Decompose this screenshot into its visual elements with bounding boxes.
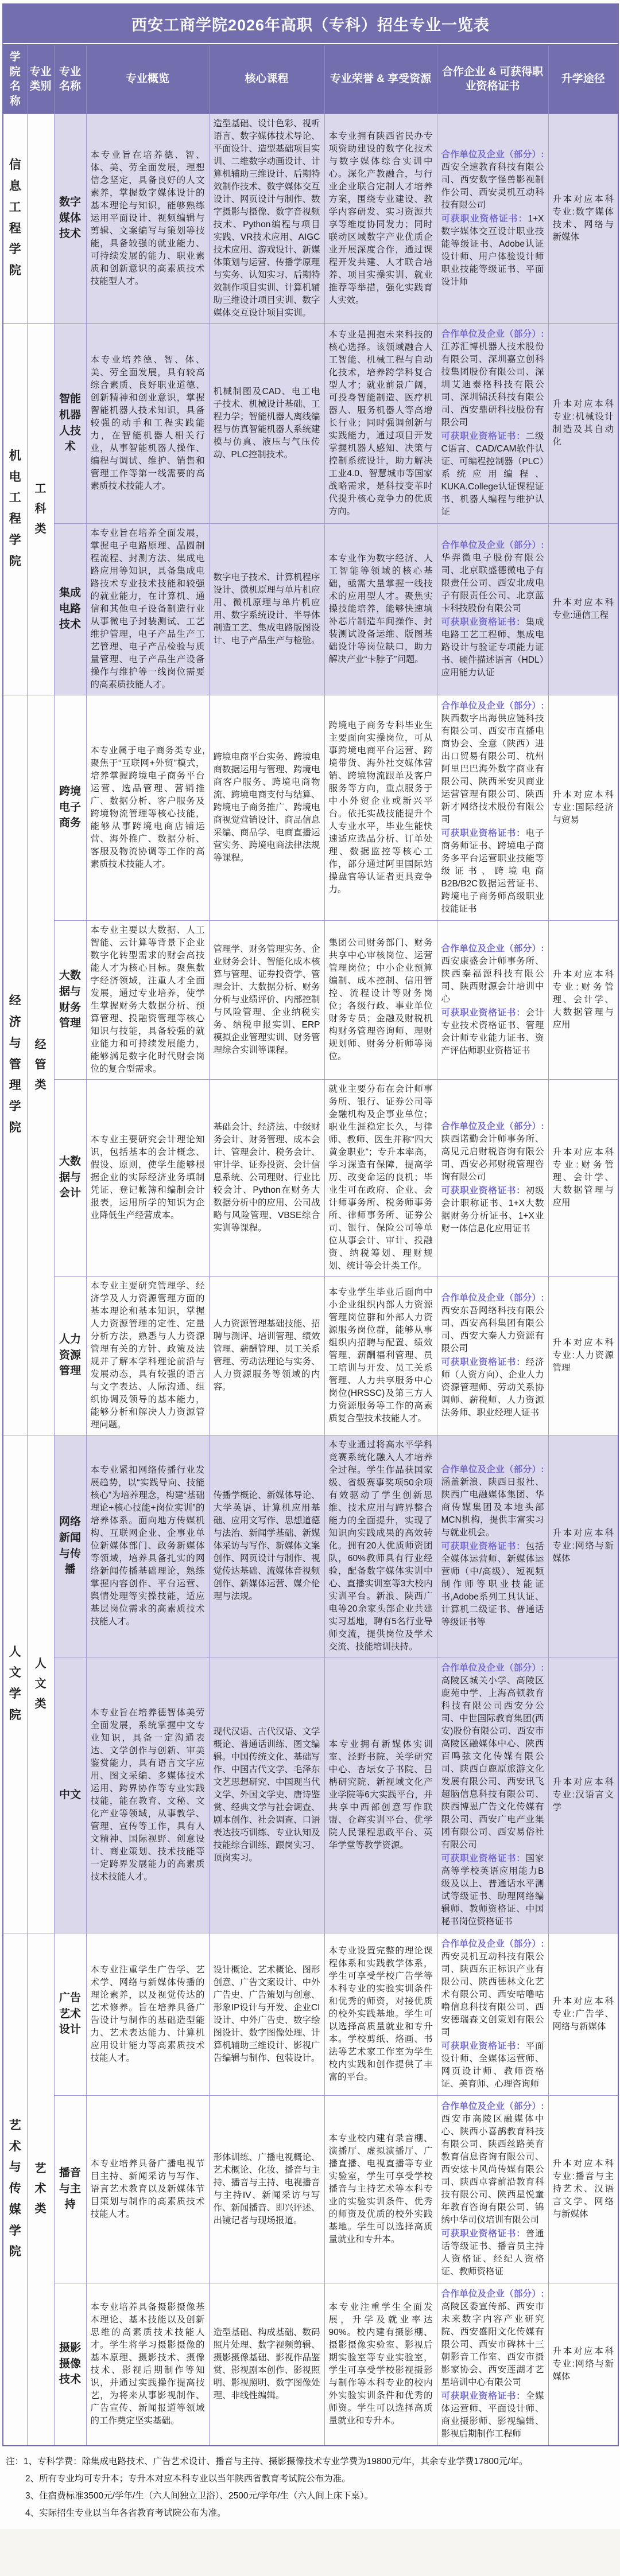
major-category: [27, 1435, 54, 1933]
courses-cell: 基础会计、经济法、中级财务会计、财务管理、成本会计、管理会计、税务会计、审计学、证券投资、会计信息系统、公司理财、行业比较会计、Python在财务大数据分析中的应用、公司战略与风险管理、VBSE综合实训等课程。: [209, 1079, 324, 1276]
path-cell: [548, 523, 618, 695]
certs-text: 包括全媒体运营师、新媒体运营师（中/高级）、短视频制作师等职业技能证书,Adobe系列工具认证、计算机二级证书、普通话等级证书等: [441, 1541, 544, 1627]
path-text: 国际经济与贸易: [552, 802, 614, 825]
college-name-text: 人文学院: [9, 1645, 21, 1722]
major-row: [3, 114, 618, 323]
major-category: [27, 323, 54, 695]
major-name: 中文: [54, 1657, 86, 1933]
partners-section: [441, 539, 544, 615]
note-line: 注：1、专科学费：除集成电路技术、广告艺术设计、播音与主持、摄影摄像技术专业学费为19800元/年，其余专业学费17800元/年。: [6, 2456, 528, 2466]
certs-text: 二级C语言、CAD/CAM软件认证、可编程控制器（PLC）系统应用编程、KUKA.College认证课程证书、机器人编程与维护认证: [441, 431, 544, 517]
partners-label: 合作单位及企业（部分）:: [441, 1121, 544, 1131]
path-prefix: 升本对应本科专业:: [552, 789, 614, 812]
overview-cell: 本专业注重学生广告学、艺术学、网络与新媒体传播的理论素养，以及视觉传达的艺术修养。旨在培养具备广告设计与制作的基础造型能力、艺术表达能力、计算机应用设计能力等高素质技术技能人才。: [86, 1933, 209, 2095]
major-name: 人力资源管理: [54, 1276, 86, 1435]
path-prefix: 升本对应本科专业:: [552, 1777, 614, 1800]
honors-cell: 本专业校内建有录音棚、演播厅、虚拟演播厅、广播直播、电视直播等专业实验室，学生可享受学校播音与主持艺术等本科专业的实验实训条件、优秀的师资及优质的校外实践基地。学生可以选择高质量就业和专升本。: [324, 2095, 437, 2283]
honors-cell: 本专业拥有陕西省民办专项资助建设的数字化技术与数字媒体综合实训中心。深化产教融合，与行业企业联合定制人才培养方案，围绕专业建设、教学内容研发、实习资源共享等维度协同发力；同时联动区域数字产业优质企业开展深度合作，通过课程开发共建、人才联合培养、项目实操实训、就业推荐等举措，强化实践育人实效。: [324, 114, 437, 323]
major-name: 大数据与会计: [54, 1079, 86, 1276]
cooperation-cell: [437, 920, 548, 1079]
certs-text: 国家高等学校英语应用能力B级及以上、普通话水平测试等级证书、助理网络编辑师、教师资格证、中国秘书岗位资格证书: [441, 1853, 544, 1927]
certs-text: 电子商务师证书、跨境电子商务多平台运营职业技能等级证书、跨境电商B2B/B2C数据运营证书、跨境电子商务师高级职业技能证书: [441, 828, 544, 914]
overview-cell: 本专业旨在培养德智体美劳全面发展，系统掌握中文专业知识，具备一定沟通表达、文学创作与创新、审美鉴赏能力，具有语言文字应用、图文采编、多媒体技术运用、跨界协作等专业实践技能，能在教育、文秘、文化产业等领域，从事教学、管理、宣传等工作，具有人文精神、国际视野、创意设计、商业策划、技术技能等一定跨界发展能力的高素质技术技能人才。: [86, 1657, 209, 1933]
college-name: [3, 695, 27, 1435]
major-name: 网络新闻与传播: [54, 1435, 86, 1657]
honors-cell: 本专业作为数字经济、人工智能等领域的核心基础，亟需大量掌握一线技术的应用型人才。聚焦实操技能培养，能够快速填补芯片制造车间操作、封装测试设备运维、版图基础设计等岗位缺口，助力解决产业“卡脖子”问题。: [324, 523, 437, 695]
cooperation-cell: [437, 1435, 548, 1657]
overview-cell: 本专业培养德、智、体、美、劳全面发展，具有较高综合素质、良好职业道德、创新精神和创业意识，掌握智能机器人技术知识，具备较强的动手和工程实践能力，在智能机器人相关行业，从事智能机器人操作、编程与调试、维护、销售和管理工作等第一线需要的高素质技术技能人才。: [86, 323, 209, 523]
courses-cell: 数字电子技术、计算机程序设计、微机原理与单片机应用、微机原理与单片机应用、数字系统设计、半导体制造工艺、集成电路版图设计、电子产品生产与检验。: [209, 523, 324, 695]
courses-cell: 传播学概论、新媒体导论、大学英语、计算机应用基础、应用文写作、思想道德与法治、新闻学基础、新媒体采访与写作、新媒体文案创作、网页设计与制作、视觉传达基础、流媒体音视频创作、新媒体运营、媒介伦理与法规。: [209, 1435, 324, 1657]
path-cell: [548, 1657, 618, 1933]
major-name: 数字媒体技术: [54, 114, 86, 323]
cooperation-cell: [437, 1933, 548, 2095]
path-text: 网络与新媒体: [552, 2359, 614, 2382]
partners-text: 华羿微电子股份有限公司、北京联盛德微电子有限责任公司、西安北成电子有限责任公司、北京蓝卡科技股份有限公司: [441, 552, 544, 613]
path-prefix: 升本对应本科专业:: [552, 399, 614, 422]
overview-cell: 本专业旨在培养全面发展，掌握电子电路原理、晶圆制程流程、封测方法、集成电路应用等知识，具备集成电路技术专业技术技能和较强的就业能力，在计算机、通信和其他电子设备制造行业从事微电子封装测试、工艺维护管理，电子产品生产工艺管理、电子产品检验与质量管理、电子产品生产设备操作与维护等一线岗位需要的高素质技能人才。: [86, 523, 209, 695]
certs-section: [441, 1540, 544, 1629]
major-row: [3, 920, 618, 1079]
partners-label: 合作单位及企业（部分）:: [441, 540, 544, 550]
certs-label: 可获职业资格证书：: [441, 2041, 526, 2051]
major-name: 集成电路技术: [54, 523, 86, 695]
major-row: [3, 1933, 618, 2095]
college-name: [3, 114, 27, 323]
column-header: 专业类别: [27, 45, 54, 114]
major-category: [27, 695, 54, 1435]
overview-cell: 本专业旨在培养德、智、体、美、劳全面发展，理想信念坚定，具备良好的人文素养，掌握数字媒体设计的基本理论与知识，能够熟练运用平面设计、视频编辑与剪辑、文案编写与策划等技能，具备较强的就业能力、可持续发展的能力、职业素质和创新意识的高素质技术技能型人才。: [86, 114, 209, 323]
note-line: 4、实际招生专业以当年各省教育考试院公布为准。: [25, 2508, 226, 2519]
major-name: 摄影摄像技术: [54, 2283, 86, 2446]
table-body: [3, 114, 618, 2446]
honors-cell: 本专业通过将高水平学科竞赛系统化融入人才培养全过程。学生作品获国家级、省级赛事奖项50余项有效驱动了学生创新思维、技术应用与跨界整合能力的全面提升，实现了知识向实践成果的高效转化。拥有20人优质师资团队，60%教师具有行业经验，配备数字媒体实训中心、直播实训室等3大校内实训平台。新浪、陕西广电等20余家头部企业共建实习基地，聘有5名行业导师交流，提供岗位及学术交流、技能培训扶持。: [324, 1435, 437, 1657]
notes: [5, 2449, 615, 2524]
certs-section: [441, 2228, 544, 2278]
partners-section: [441, 1120, 544, 1184]
overview-cell: 本专业培养具备广播电视节目主持、新闻采访与写作、语言艺术教育以及新媒体节目策划与制作的高素质技术技能人才。: [86, 2095, 209, 2283]
path-prefix: 升本对应本科专业:: [552, 194, 614, 217]
partners-label: 合作单位及企业（部分）:: [441, 149, 544, 159]
path-text: 人力资源管理: [552, 1350, 614, 1373]
honors-cell: 本专业学生毕业后面向中小企业组织内部人力资源管理岗位群和外部人力资源服务岗位群，能够从事组织内招聘与配置、绩效管理、薪酬福利管理、员工培训与开发、员工关系管理、人力共享服务中心岗位(HRSSC)及第三方人力资源服务等工作的高素质复合型技术技能人才。: [324, 1276, 437, 1435]
note-line: 2、所有专业均可专升本；专升本对应本科专业以当年陕西省教育考试院公布为准。: [25, 2473, 351, 2484]
college-name-text: 艺术与传媒学院: [9, 2118, 21, 2259]
path-cell: [548, 695, 618, 920]
college-name: [3, 1933, 27, 2446]
honors-cell: 集团公司财务部门、财务共享中心审核岗位、运营管理岗位；中小企业预算编制、成本控制、信用管控、流程设计等财务岗位；各级行政、事业单位财务专员；金融及财税机构财务管理咨询师、理财规划师、财务分析师等岗位。: [324, 920, 437, 1079]
certs-label: 可获职业资格证书：: [441, 213, 528, 224]
partners-section: [441, 1938, 544, 2039]
majors-table: [2, 3, 619, 2446]
path-text: 财务管理、会计学、大数据管理与应用: [552, 982, 614, 1030]
cooperation-cell: [437, 2283, 548, 2446]
column-header: 升学途径: [548, 45, 618, 114]
path-text: 网络与新媒体: [552, 1540, 614, 1563]
major-row: [3, 695, 618, 920]
courses-cell: 人力资源管理基础技能、招聘与测评、培训管理、绩效管理、薪酬管理、员工关系管理、劳动法理论与实务、人力资源服务等领域的内容。: [209, 1276, 324, 1435]
path-text: 通信工程: [572, 610, 609, 620]
partners-section: [441, 2288, 544, 2389]
cooperation-cell: [437, 1657, 548, 1933]
certs-section: [441, 2390, 544, 2441]
column-header: 核心课程: [209, 45, 324, 114]
certs-label: 可获职业资格证书：: [441, 1853, 526, 1863]
major-row: [3, 323, 618, 523]
path-cell: [548, 1933, 618, 2095]
column-header: 学院名称: [3, 45, 27, 114]
partners-label: 合作单位及企业（部分）:: [441, 1293, 544, 1303]
certs-label: 可获职业资格证书：: [441, 828, 526, 838]
partners-text: 西安东吾网络科技有限公司、西安高科集团有限公司、西安大秦人力资源有限公司: [441, 1305, 544, 1353]
certs-text: 经济师（人资方向）、企业人力资源管理师、劳动关系协调师、薪税师、人力资源法务师、职业经理人证书: [441, 1357, 544, 1418]
path-text: 财务管理、会计学、大数据管理与应用: [552, 1159, 614, 1208]
partners-section: [441, 700, 544, 826]
honors-cell: 就业主要分布在会计师事务所、银行、证券公司等金融机构及企事业单位；职业生涯稳定长久，与律师、教师、医生并称“四大黄金职业”；专升本率高，学习深造有保障，提高学历、改变命运的良机；毕业生可在政府、企业、会计师事务所、税务师事务所、律师事务所、证券公司、银行、保险公司等单位从事会计、审计、投融资、纳税筹划、理财规划、统计等会计类工作。: [324, 1079, 437, 1276]
path-text: 机械设计制造及其自动化: [552, 411, 614, 447]
column-header: 专业名称: [54, 45, 86, 114]
certs-section: [441, 1853, 544, 1928]
certs-text: 初级会计职称证书、1+X大数据财务分析证书、1+X业财一体信息化应用证书: [441, 1185, 544, 1233]
major-name: 播音与主持: [54, 2095, 86, 2283]
path-cell: [548, 1276, 618, 1435]
certs-label: 可获职业资格证书：: [441, 1541, 526, 1551]
cooperation-cell: [437, 1079, 548, 1276]
partners-section: [441, 328, 544, 429]
overview-cell: 本专业紧扣网络传播行业发展趋势，以“实践导向、技能核心”为培养理念，构建“基础理论+核心技能+岗位实训”的培养体系。面向地方传媒机构、互联网企业、企事业单位新媒体部门、政务新媒体等领域，培养具备扎实的网络新闻传播基础理论，熟练掌握内容创作、平台运营、舆情处理等实操技能，适应基层岗位需求的高素质技术技能人才。: [86, 1435, 209, 1657]
path-text: 广告学、网络与新媒体: [552, 2009, 614, 2032]
path-prefix: 升本对应本科专业:: [552, 2158, 614, 2181]
certs-text: 1+X数字媒体交互设计职业技能等级证书、Adobe认证设计师、用户体验设计师职业技能等级证书、平面设计师: [441, 213, 544, 287]
partners-section: [441, 943, 544, 1006]
certs-label: 可获职业资格证书：: [441, 2228, 526, 2239]
cooperation-cell: [437, 523, 548, 695]
cooperation-cell: [437, 695, 548, 920]
courses-cell: 现代汉语、古代汉语、文学概论、普通话训练、图文编辑。中国传统文化、基础写作、中国古代文学、毛泽东文艺思想研究、中国现当代文学、外国文学史、唐诗鉴赏、经典文学与社会调查、剧本创作、社会调查、口语表达技巧训练、专业认知及技能综合训练、跟岗实习、顶岗实习。: [209, 1657, 324, 1933]
certs-label: 可获职业资格证书：: [441, 2391, 526, 2401]
partners-text: 涵盖新浪、陕西日报社、陕西广电融媒体集团、华商传媒集团及本地头部MCN机构，提供丰富实习与就业机会。: [441, 1477, 544, 1538]
partners-text: 西安市高陵区融媒体中心、陕西小喜鹊教育科技有限公司、陕西丝路美育教育信息咨询有限公司、西安炫卡风尚传媒有限公司、陕西卓睿前沿教育科技有限公司、陕西星悦童年教育咨询有限公司、锦绣中华司仪培训有限公司: [441, 2114, 544, 2225]
certs-text: 普通话等级证书、播音员主持人资格证、经纪人资格证、教师资格证: [441, 2228, 544, 2277]
major-row: [3, 1079, 618, 1276]
certs-section: [441, 2040, 544, 2091]
path-prefix: 升本对应本科专业:: [552, 597, 614, 620]
partners-label: 合作单位及企业（部分）:: [441, 329, 544, 339]
honors-cell: 本专业注重学生全面发展，升学及就业率达90%。校内建有摄影棚、摄影摄像实验室、影视后期实验室等专业实验室，学生可享受学校影视摄影与制作等本科专业的校内外实验实训条件和优秀的师资。学生可以选择高质量就业和专升本。: [324, 2283, 437, 2446]
overview-cell: 本专业主要研究管理学、经济学及人力资源管理方面的基本理论和基本知识，掌握人力资源管理的定性、定量分析方法，熟悉与人力资源管理有关的方针、政策及法规并了解本学科理论前沿与发展动态，具有较强的语言与文字表达、人际沟通、组织协调及领导的基本能力，能够分析和解决人力资源管理问题。: [86, 1276, 209, 1435]
partners-text: 江苏汇博机器人技术股份有限公司、深圳嘉立创科技集团股份有限公司、深圳艾迪泰格科技有限公司、深圳锦沃科技有限公司、西安鼎研科技股份有限公司: [441, 341, 544, 427]
certs-label: 可获职业资格证书：: [441, 1357, 526, 1367]
certs-section: [441, 1185, 544, 1235]
partners-text: 陕西数字出海供应链科技有限公司、西安市直播电商协会、全意（陕西）进出口贸易有限公司、杭州阿里巴巴海外数字商业有限公司、陕西米安贝商业运营管理有限公司、陕西新才网络技术股份有限公司: [441, 713, 544, 824]
path-cell: [548, 1435, 618, 1657]
path-prefix: 升本对应本科专业:: [552, 1528, 614, 1551]
major-category-text: 人文类: [34, 1657, 46, 1710]
overview-cell: 本专业培养具备摄影摄像基本理论、基本技能以及创新思维的高素质技术技能人才。学生将学习摄影摄像的基本原理、摄影技术、摄像技术、影视后期制作等知识，并通过实践操作提高技艺，为将来从事影视制作、广告宣传、新闻报道等领域的工作奠定坚实基础。: [86, 2283, 209, 2446]
college-name-text: 信息工程学院: [9, 158, 21, 278]
column-header: 合作企业 & 可获得职业资格证书: [437, 45, 548, 114]
partners-label: 合作单位及企业（部分）:: [441, 2289, 544, 2299]
certs-text: 平面设计师、全媒体运营师、网页设计师、教师资格证、美育师、心理咨询师: [441, 2041, 544, 2089]
path-cell: [548, 114, 618, 323]
courses-cell: 机械制图及CAD、电工电子技术、机械设计基础、工程力学；智能机器人离线编程与仿真智能机器人系统建模与仿真、液压与气压传动、PLC控制技术。: [209, 323, 324, 523]
path-prefix: 升本对应本科专业:: [552, 2346, 614, 2369]
partners-text: 高陵区城关小学、高陵区鹿苑中学、上海高顿教育科技有限公司西安分公司、中世国际教育集团(西安)股份有限公司、西安市高陵区融媒体中心、陕西百鸣弦文化传媒有限公司、陕西白鹿原旅游文化发展有限公司、西安讯飞超脑信息科技有限公司、陕西博恩广告文化传媒有限公司、西安广电产业集团有限公司、西安易俗社有限公司: [441, 1675, 544, 1850]
honors-cell: 本专业拥有新媒体实训室、泾野书院、关学研究中心、杏坛女子书院、吕柟研究院、新视域文化产业学院等6大实践平台，并共享中西部创意写作联盟、仓辉实训平台、优学院人民课程思政平台、英华学堂等教学资源。: [324, 1657, 437, 1933]
certs-text: 会计专业技术资格证书、管理会计师专业能力证书、资产评估师职业资格证书: [441, 1007, 544, 1056]
cooperation-cell: [437, 114, 548, 323]
major-category-text: 经管类: [34, 1038, 46, 1091]
partners-label: 合作单位及企业（部分）:: [441, 701, 544, 711]
partners-section: [441, 1662, 544, 1851]
certs-section: [441, 213, 544, 289]
partners-label: 合作单位及企业（部分）:: [441, 1464, 544, 1474]
major-name: 广告艺术设计: [54, 1933, 86, 2095]
overview-cell: 本专业主要研究会计理论知识，包括基本的会计概念、假设、原则，使学生能够根据企业的实际经济业务填制凭证、登记帐簿和编制会计报表，运用所学的知识为企业降低生产经营成本。: [86, 1079, 209, 1276]
major-row: [3, 1435, 618, 1657]
certs-text: 全媒体运营师、平面设计师、商业摄影师、影视编辑、影视后期制作工程师: [441, 2391, 544, 2439]
path-prefix: 升本对应本科专业:: [552, 1147, 614, 1170]
path-cell: [548, 2283, 618, 2446]
overview-cell: 本专业属于电子商务类专业,聚焦于“互联网+外贸”模式，培养掌握跨境电子商务平台运营、选品管理、营销推广、数据分析、客户服务及跨境物流管理等核心技能，能够从事跨境电商店铺运营、海外推广、数据分析、客服及物流协调等工作的高素质技术技能人才。: [86, 695, 209, 920]
courses-cell: 造型基础、构成基础、数码照片处理、数字视频剪辑、摄影摄像基础、影视作品鉴赏、影视剧本创作、影视照明、影视照明、数字图像处理、非线性编辑。: [209, 2283, 324, 2446]
partners-text: 西安灵机互动科技有限公司、陕西东正标识产业有限公司、陕西德林文化艺术有限公司、西安咕噜咕噜信息科技有限公司、西安德瑞森文创策划有限公司: [441, 1951, 544, 2037]
partners-text: 西安全速教育科技有限公司、西安数字怪兽影视制作公司、西安灵机互动科技有限公司: [441, 162, 544, 210]
overview-cell: 本专业主要以大数据、人工智能、云计算等背景下企业数字化转型需求的财会高技能人才为核心目标。聚焦数字经济领域，注重人才全面发展，通过专业培养，使学生掌握财务大数据分析、预算管理、投融资管理等核心知识与技能，具备较强的就业能力和可持续发展能力，能够满足数字化时代财会岗位的复合型需求。: [86, 920, 209, 1079]
cooperation-cell: [437, 1276, 548, 1435]
column-header: 专业荣誉 & 享受资源: [324, 45, 437, 114]
path-prefix: 升本对应本科专业:: [552, 1337, 614, 1360]
courses-cell: 跨境电商平台实务、跨境电商数据运用与管理、跨境电商客户服务、跨境电商物流、跨境电商支付与结算、跨境电子商务推广、跨境电商视觉营销设计、商品信息采编、商品学、电商直播运营实务、跨境电商法律法规等课程。: [209, 695, 324, 920]
page-title: 西安工商学院2026年高职（专科）招生专业一览表: [2, 3, 619, 44]
note-line: 3、住宿费标准3500元/学年/生（六人间独立卫浴）、2500元/学年/生（六人间上床下桌）。: [25, 2491, 374, 2501]
major-category: [27, 1933, 54, 2446]
certs-label: 可获职业资格证书：: [441, 617, 526, 627]
path-text: 汉语言文学: [552, 1789, 614, 1812]
partners-section: [441, 1292, 544, 1355]
partners-section: [441, 2100, 544, 2227]
major-row: [3, 1657, 618, 1933]
partners-section: [441, 149, 544, 212]
certs-label: 可获职业资格证书：: [441, 1185, 526, 1196]
courses-cell: 造型基础、设计色彩、视听语言、数字媒体技术导论、平面设计、造型基础项目实训、二维数字动画设计、计算机辅助三维设计、后期特效制作技术、数字媒体交互设计、网页设计与制作、数字摄影与摄像、数字音视频技术、Python编程与项目实践、VR技术应用、AIGC技术应用、游戏设计、新媒体策划与运营、传播学原理与实务、认知实习、后期特效制作项目实训、计算机辅助三维设计项目实训、数字媒体交互设计项目实训。: [209, 114, 324, 323]
college-name-text: 经济与管理学院: [9, 994, 21, 1134]
honors-cell: 本专业是拥抱未来科技的核心选择。该领域融合人工智能、机械工程与自动化技术，培养跨学科复合型人才；就业前景广阔，可投身智能制造、医疗机器人、服务机器人等高增长行业；同时强调创新与实践能力，通过项目开发掌握机器人感知、决策与控制系统设计，助力解决工业4.0、智慧城市等国家战略需求，是科技变革时代提升核心竞争力的优质方向。: [324, 323, 437, 523]
major-category: [27, 114, 54, 323]
partners-text: 高陵区委宣传部、西安市未来数字内容产业研究院、西安盛阳文化传媒有限公司、西安市碑林十三朝影音工作室、西安市摄影家协会、西安莲湖才艺星培训中心有限公司: [441, 2301, 544, 2387]
major-category-text: 艺术类: [34, 2162, 46, 2216]
partners-label: 合作单位及企业（部分）:: [441, 1663, 544, 1673]
cooperation-cell: [437, 323, 548, 523]
partners-section: [441, 1464, 544, 1539]
path-cell: [548, 1079, 618, 1276]
honors-cell: 本专业设置完整的理论课程体系和实践教学体系，学生可享受学校广告学等本科专业的实验实训条件和优秀的师资，对接优质的校外实践基地。学生可以选择高质量就业和专升本。学校剪纸、烙画、书法等艺术家工作室为学生校内实践和创作提供了丰富的平台。: [324, 1933, 437, 2095]
partners-label: 合作单位及企业（部分）:: [441, 2101, 544, 2111]
courses-cell: 管理学、财务管理实务、企业财务会计、智能化成本核算与管理、证券投资学、管理会计、大数据分析、财务分析与业绩评价、内部控制与风险管理、企业纳税实务、纳税申报实训、ERP模拟企业管理实训、财务管理综合实训等课程。: [209, 920, 324, 1079]
path-prefix: 升本对应本科专业:: [552, 1996, 614, 2019]
path-cell: [548, 920, 618, 1079]
college-name-text: 机电工程学院: [9, 449, 21, 568]
major-category-text: 工科类: [34, 482, 46, 535]
partners-label: 合作单位及企业（部分）:: [441, 943, 544, 954]
certs-label: 可获职业资格证书：: [441, 1007, 526, 1018]
major-row: [3, 2283, 618, 2446]
certs-section: [441, 1356, 544, 1419]
certs-section: [441, 827, 544, 916]
major-name: 跨境电子商务: [54, 695, 86, 920]
major-row: [3, 2095, 618, 2283]
courses-cell: 设计概论、艺术概论、图形创意、广告文案设计、中外广告史、广告策划与创意、形象IP设计与开发、企业CI设计、中外广告史、数字绘图设计、数字图像处理、计算机辅助三维设计、影视广告编辑与制作、包装设计。: [209, 1933, 324, 2095]
partners-label: 合作单位及企业（部分）:: [441, 1939, 544, 1949]
certs-section: [441, 1007, 544, 1057]
path-text: 数字媒体技术、网络与新媒体: [552, 207, 614, 242]
major-name: 智能机器人技术: [54, 323, 86, 523]
major-row: [3, 523, 618, 695]
certs-text: 集成电路工艺工程师、集成电路设计与验证专项能力证书、硬件描述语言（HDL）应用能力认证: [441, 617, 544, 678]
certs-section: [441, 616, 544, 679]
major-row: [3, 1276, 618, 1435]
partners-text: 西安康盛会计师事务所、陕西秦福源科技有限公司、陕西财源会计培训中心: [441, 956, 544, 1004]
cooperation-cell: [437, 2095, 548, 2283]
path-cell: [548, 323, 618, 523]
path-text: 播音与主持艺术、汉语言文学、网络与新媒体: [552, 2171, 614, 2219]
college-name: [3, 1435, 27, 1933]
header-row: [3, 45, 618, 114]
major-name: 大数据与财务管理: [54, 920, 86, 1079]
path-prefix: 升本对应本科专业:: [552, 969, 614, 992]
partners-text: 陕西诺勤会计师事务所、高见元启财税咨询有限公司、西安必邦财税管理咨询有限公司: [441, 1134, 544, 1182]
path-cell: [548, 2095, 618, 2283]
certs-section: [441, 430, 544, 519]
column-header: 专业概览: [86, 45, 209, 114]
honors-cell: 跨境电子商务专科毕业生主要面向实操岗位，可从事跨境电商平台运营、跨境带货、海外社交媒体营销、跨境物流跟单及客户服务等方向，重点服务于中小外贸企业或新兴平台。依托实战技能提升个人专业水平，毕业生能快速适应选品分析、订单处理、数据监控等核心工作，部分通过阿里国际站操盘官等认证者更具竞争力。: [324, 695, 437, 920]
certs-label: 可获职业资格证书：: [441, 431, 526, 441]
courses-cell: 形体训练、广播电视概论、艺术概论、化妆、播音与主持、播音与主持、电视播音与主持IV、新闻采访与写作、新闻播音、即兴评述、出镜记者与现场报道。: [209, 2095, 324, 2283]
college-name: [3, 323, 27, 695]
